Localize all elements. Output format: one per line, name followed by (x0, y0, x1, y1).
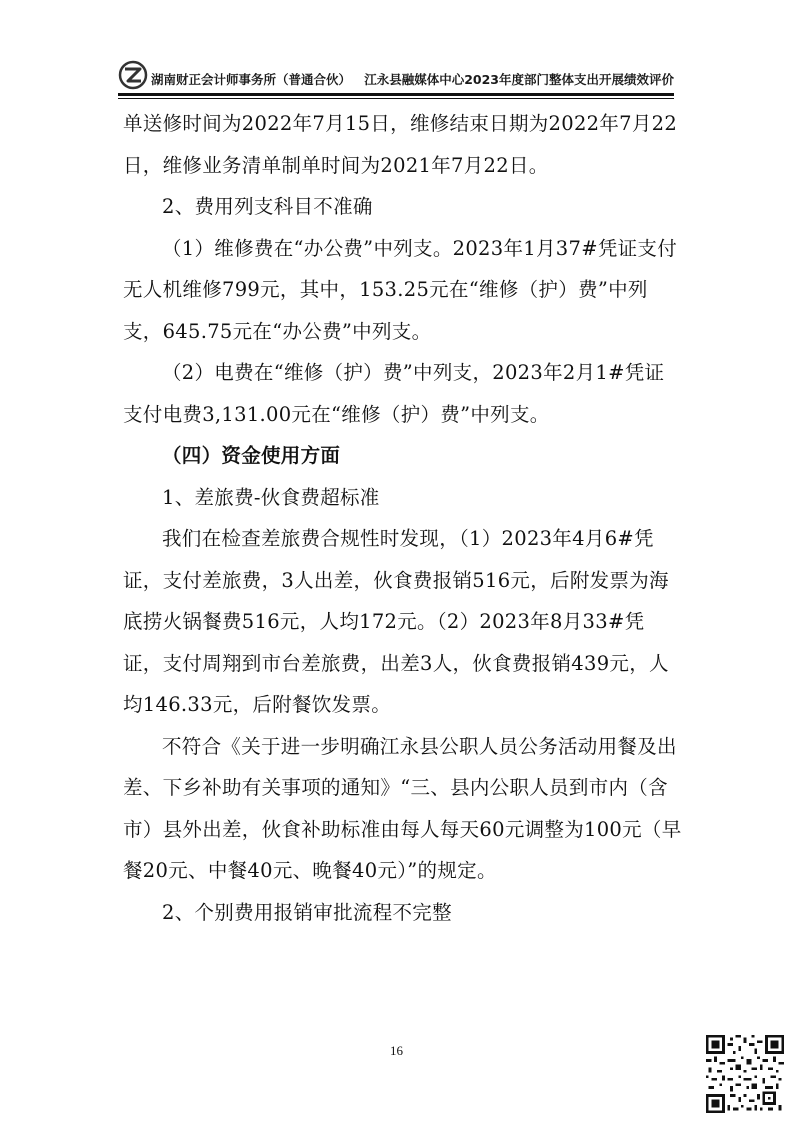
subheading-travel-meal: 1、差旅费-伙食费超标准 (162, 485, 380, 509)
paragraph-travel-findings: 我们在检查差旅费合规性时发现，（1）2023年4月6#凭证，支付差旅费，3人出差，伙食费报销516元，后附发票为海底捞火锅餐费516元，人均172元。（2）2023年8月33#凭证，支付周翔到市台差旅费，出差3人，伙食费报销439元，人均146.33元，后附餐饮发票。 (123, 527, 669, 716)
header-rule-thin (118, 98, 674, 99)
page-number: 16 (390, 1043, 403, 1058)
subheading-cost-classification: 2、费用列支科目不准确 (162, 195, 373, 218)
firm-logo-icon (118, 60, 148, 90)
firm-name: 湖南财正会计师事务所（普通合伙） (151, 72, 352, 87)
subheading-approval-process: 2、个别费用报销审批流程不完整 (162, 900, 452, 924)
qr-code-icon (706, 1035, 784, 1113)
header-rule-thick (118, 93, 674, 96)
body-content (123, 103, 683, 933)
paragraph-continuation: 单送修时间为2022年7月15日，维修结束日期为2022年7月22日，维修业务清单制单时间为2021年7月22日。 (123, 112, 678, 177)
document-title: 江永县融媒体中心2023年度部门整体支出开展绩效评价 (364, 72, 674, 87)
section-heading-fund-use: （四）资金使用方面 (162, 444, 341, 467)
paragraph-electricity-fee: （2）电费在“维修（护）费”中列支，2023年2月1#凭证支付电费3,131.00元在“维修（护）费”中列支。 (123, 361, 665, 426)
paragraph-regulation: 不符合《关于进一步明确江永县公职人员公务活动用餐及出差、下乡补助有关事项的通知》“三、县内公职人员到市内（含市）县外出差，伙食补助标准由每人每天60元调整为100元（早餐20元、中餐40元、晚餐40元）”的规定。 (123, 734, 682, 882)
paragraph-repair-fee: （1）维修费在“办公费”中列支。2023年1月37#凭证支付无人机维修799元，其中，153.25元在“维修（护）费”中列支，645.75元在“办公费”中列支。 (123, 236, 678, 343)
page-header (118, 60, 674, 92)
